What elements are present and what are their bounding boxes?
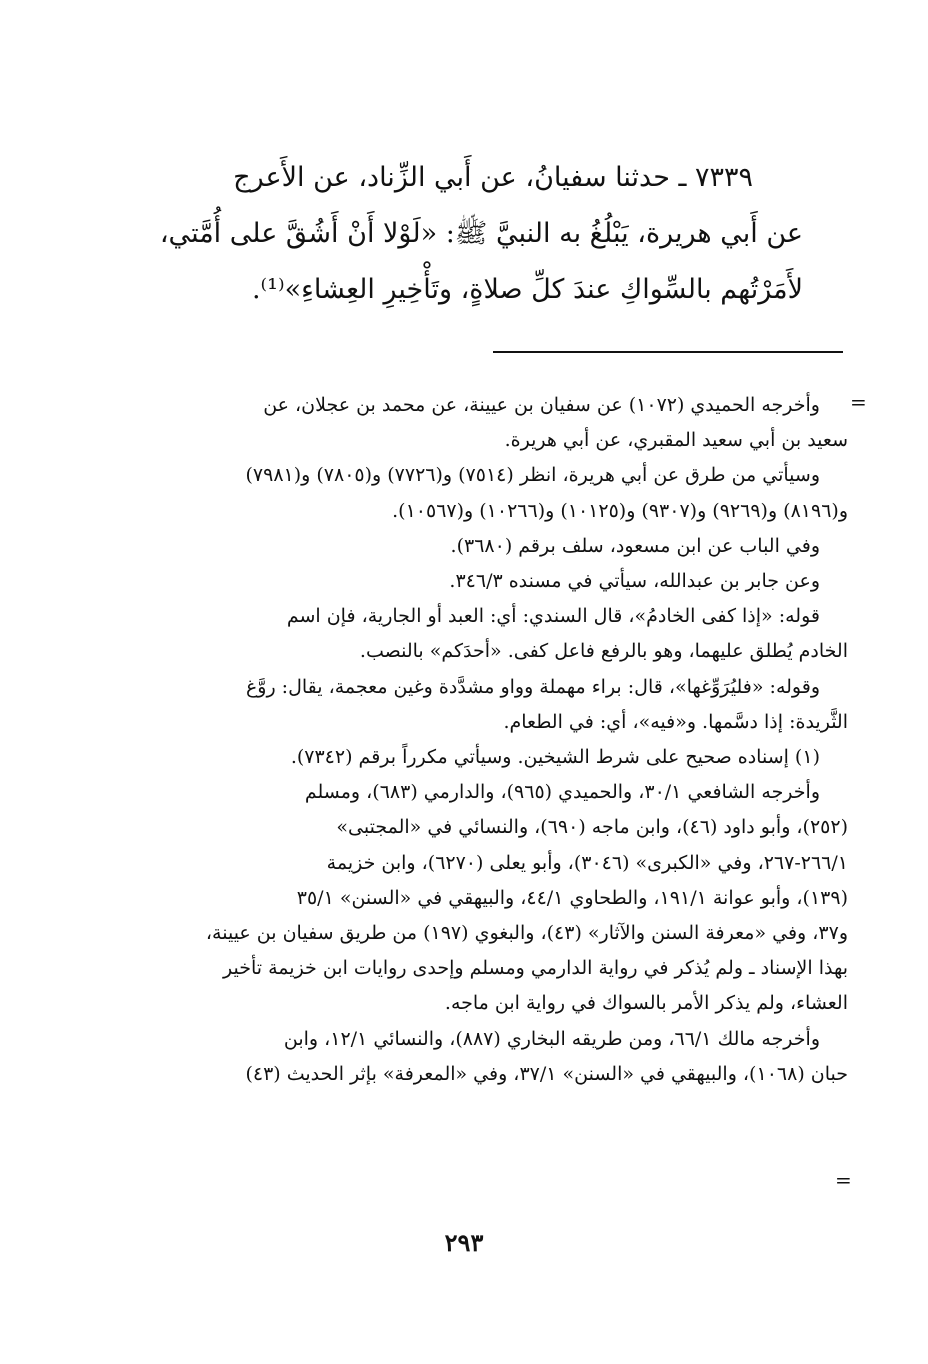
hadith-line: عن أَبي هريرة، يَبْلُغُ به النبيَّ ﷺ: «لَوْلا أَنْ أَشُقَّ على أُمَّتي، [159, 218, 803, 249]
footnote-line: بهذا الإسناد ـ ولم يُذكر في رواية الدارمي ومسلم وإحدى روايات ابن خزيمة تأخير [223, 957, 848, 980]
footnote-divider [493, 351, 843, 353]
footnote-line: وسيأتي من طرق عن أبي هريرة، انظر (٧٥١٤) و(٧٧٢٦) و(٧٨٠٥) و(٧٩٨١) [245, 464, 820, 487]
footnote-line: (١٣٩)، وأبو عوانة ١٩١/١، والطحاوي ٤٤/١، والبيهقي في «السنن» ٣٥/١ [296, 886, 848, 909]
footnote-line: و(٨١٩٦) و(٩٢٦٩) و(٩٣٠٧) و(١٠١٢٥) و(١٠٢٦٦) و(١٠٥٦٧). [392, 499, 848, 522]
continuation-mark: = [850, 390, 867, 414]
footnote-line: وأخرجه الحميدي (١٠٧٢) عن سفيان بن عيينة، عن محمد بن عجلان، عن [263, 394, 820, 416]
footnote-line: وعن جابر بن عبدالله، سيأتي في مسنده ٣٤٦/٣. [449, 570, 820, 593]
footnote-line: الخادم يُطلق عليهما، وهو بالرفع فاعل كفى. «أحدَكم» بالنصب. [359, 640, 848, 663]
footnote-line: (٢٥٢)، وأبو داود (٤٦)، وابن ماجه (٦٩٠)، والنسائي في «المجتبى» [336, 816, 848, 839]
footnote-line: وقوله: «فليُرَوِّغها»، قال: براء مهملة وواو مشدَّدة وغين معجمة، يقال: روَّغ [245, 675, 820, 698]
continuation-mark: = [835, 1168, 852, 1192]
footnote-line: وأخرجه الشافعي ٣٠/١، والحميدي (٩٦٥)، والدارمي (٦٨٣)، ومسلم [304, 781, 820, 804]
footnote-line: وأخرجه مالك ٦٦/١، ومن طريقه البخاري (٨٨٧)، والنسائي ١٢/١، وابن [283, 1027, 820, 1050]
footnotes [158, 388, 848, 1092]
footnote-line: وفي الباب عن ابن مسعود، سلف برقم (٣٦٨٠). [450, 534, 820, 557]
footnote-line: حبان (١٠٦٨)، والبيهقي في «السنن» ٣٧/١، وفي «المعرفة» بإثر الحديث (٤٣) [245, 1062, 848, 1085]
footnote-line: قوله: «إذا كفى الخادمُ»، قال السندي: أي: العبد أو الجارية، فإن اسم [286, 605, 820, 628]
footnote-line: (١) إسناده صحيح على شرط الشيخين. وسيأتي مكرراً برقم (٧٣٤٢). [290, 746, 820, 769]
page-number: ٢٩٣ [444, 1228, 484, 1257]
hadith-line: لأَمَرْتُهم بالسِّواكِ عندَ كلِّ صلاةٍ، وتَأْخِيرِ العِشاءِ»⁽¹⁾. [251, 274, 803, 305]
footnote-line: ٢٦٦/١-٢٦٧، وفي «الكبرى» (٣٠٤٦)، وأبو يعلى (٦٢٧٠)، وابن خزيمة [326, 851, 848, 874]
footnote-line: الثَّريدة: إذا دسَّمها. و«فيه»، أي: في الطعام. [503, 710, 848, 733]
footnote-line: العشاء، ولم يذكر الأمر بالسواك في رواية ابن ماجه. [444, 992, 848, 1015]
hadith-line: ٧٣٣٩ ـ حدثنا سفيانُ، عن أَبي الزِّناد، عن الأَعرج [233, 162, 753, 193]
footnote-line: سعيد بن أبي سعيد المقبري، عن أبي هريرة. [504, 429, 848, 452]
footnote-line: و٣٧، وفي «معرفة السنن والآثار» (٤٣)، والبغوي (١٩٧) من طريق سفيان بن عيينة، [205, 922, 848, 945]
hadith-text [113, 150, 803, 318]
